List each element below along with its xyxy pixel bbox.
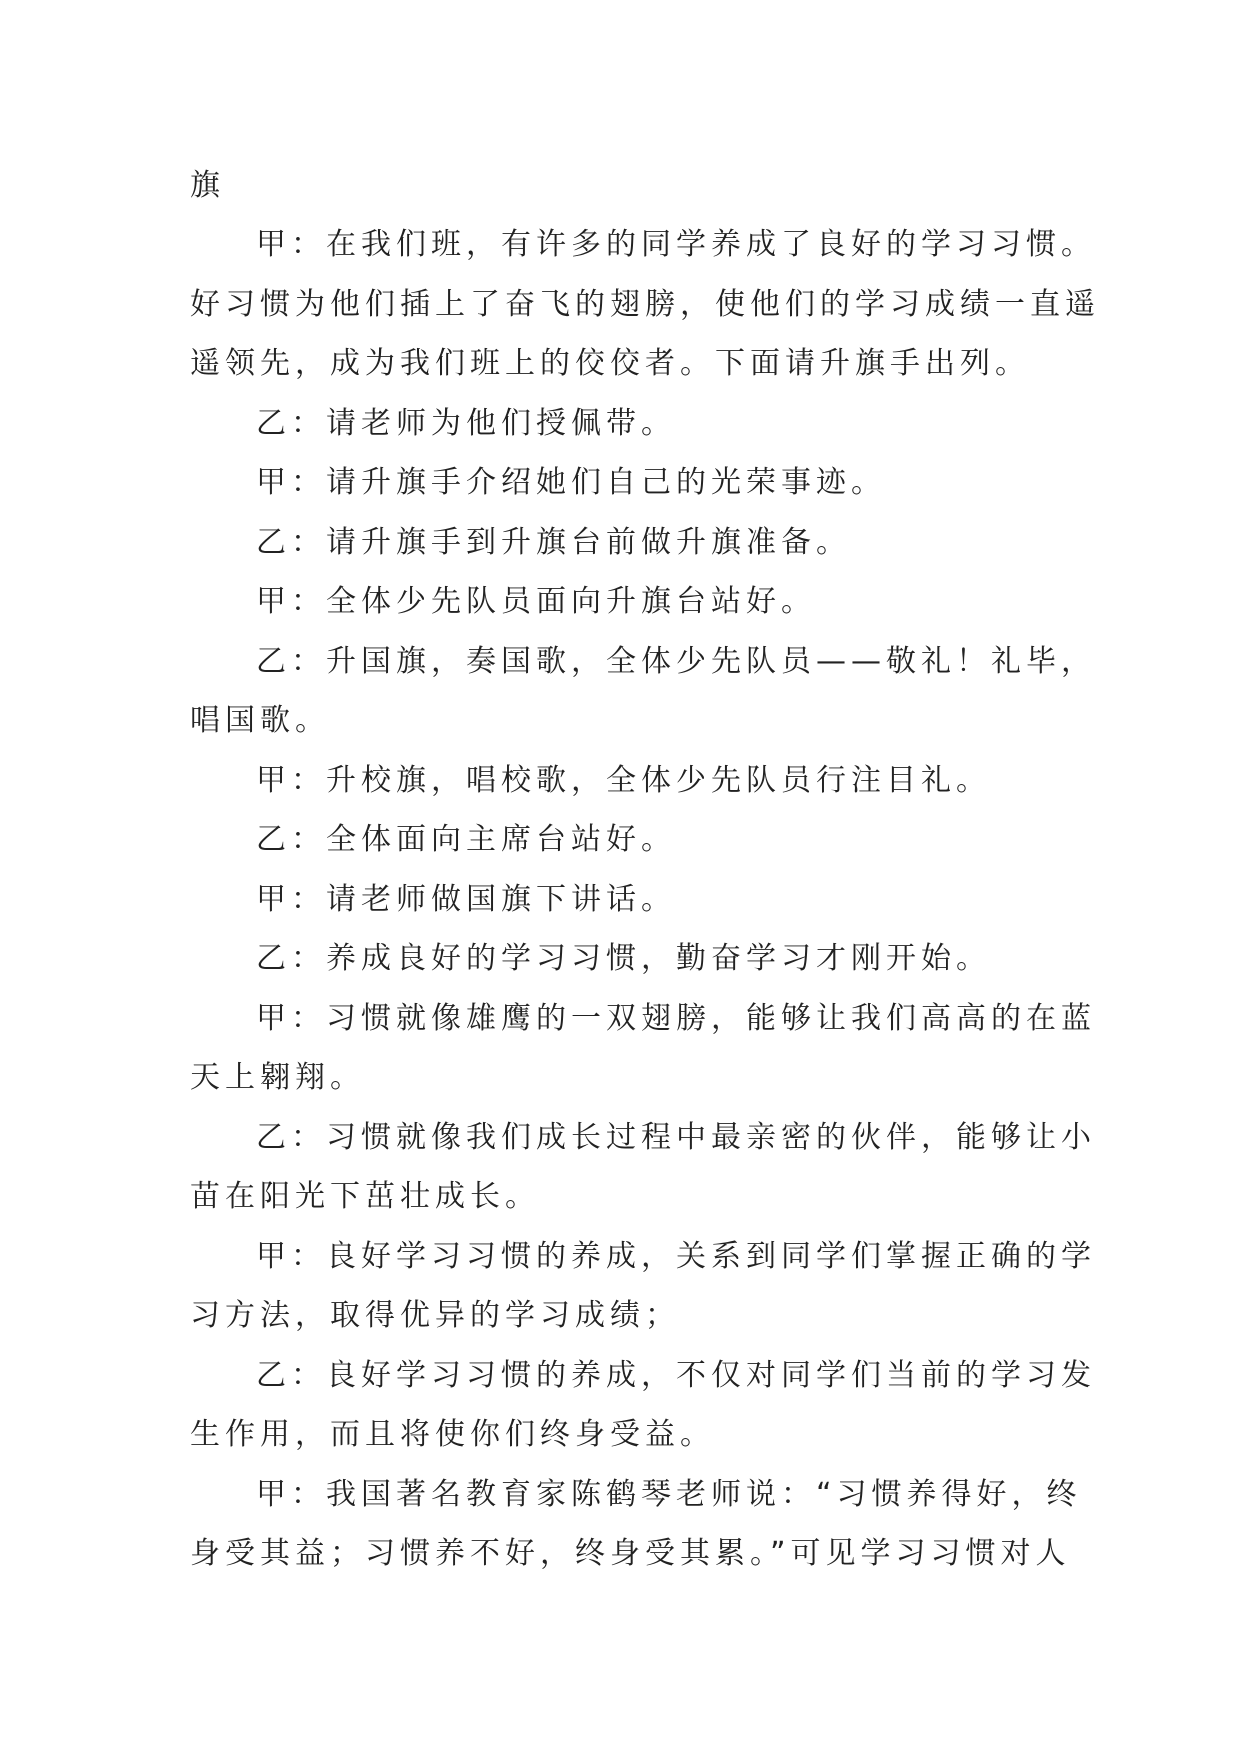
text-line: 旗 <box>190 168 225 203</box>
paragraph-first-line: 甲：全体少先队员面向升旗台站好。 <box>256 584 816 619</box>
paragraph-first-line: 乙：良好学习习惯的养成，不仅对同学们当前的学习发 <box>256 1358 1096 1393</box>
text-line: 生作用，而且将使你们终身受益。 <box>190 1417 715 1452</box>
paragraph-first-line: 乙：请老师为他们授佩带。 <box>256 406 676 441</box>
paragraph-first-line: 甲：习惯就像雄鹰的一双翅膀，能够让我们高高的在蓝 <box>256 1001 1096 1036</box>
paragraph-first-line: 甲：升校旗，唱校歌，全体少先队员行注目礼。 <box>256 763 991 798</box>
text-line: 好习惯为他们插上了奋飞的翅膀，使他们的学习成绩一直遥 <box>190 287 1100 322</box>
paragraph-first-line: 乙：习惯就像我们成长过程中最亲密的伙伴，能够让小 <box>256 1120 1096 1155</box>
document-body <box>190 0 1100 1754</box>
text-line: 身受其益；习惯养不好，终身受其累。”可见学习习惯对人 <box>190 1536 1071 1571</box>
paragraph-first-line: 甲：在我们班，有许多的同学养成了良好的学习习惯。 <box>256 227 1096 262</box>
paragraph-first-line: 乙：升国旗，奏国歌，全体少先队员——敬礼！礼毕， <box>256 644 1096 679</box>
text-line: 习方法，取得优异的学习成绩； <box>190 1298 680 1333</box>
text-line: 遥领先，成为我们班上的佼佼者。下面请升旗手出列。 <box>190 346 1030 381</box>
paragraph-first-line: 甲：请升旗手介绍她们自己的光荣事迹。 <box>256 465 886 500</box>
paragraph-first-line: 乙：养成良好的学习习惯，勤奋学习才刚开始。 <box>256 941 991 976</box>
text-line: 苗在阳光下茁壮成长。 <box>190 1179 540 1214</box>
text-line: 天上翱翔。 <box>190 1060 365 1095</box>
paragraph-first-line: 乙：全体面向主席台站好。 <box>256 822 676 857</box>
paragraph-first-line: 甲：我国著名教育家陈鹤琴老师说：“习惯养得好，终 <box>256 1477 1082 1512</box>
paragraph-first-line: 甲：良好学习习惯的养成，关系到同学们掌握正确的学 <box>256 1239 1096 1274</box>
paragraph-first-line: 乙：请升旗手到升旗台前做升旗准备。 <box>256 525 851 560</box>
text-line: 唱国歌。 <box>190 703 330 738</box>
paragraph-first-line: 甲：请老师做国旗下讲话。 <box>256 882 676 917</box>
